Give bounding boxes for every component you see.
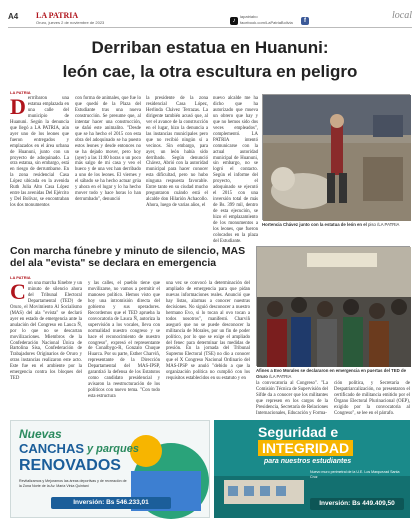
- story1-column-3: la presidente de la zona residencial Casa López, Herlinda Chávez Terrazas. La dirigente también acusó que, al ver el avance de la construcción en el lugar, hizo la denuncia a las instancias municipales pero que no recibió ningún sí a vecinos. Sin embargo, para ayer, un león había sido derribado. Según denunció Chávez, Abrió con la autoridad municipal para hacer conocer esta dificultad, pero no hubo ninguna respuesta favorable. Entre tanto en su ciudad mucho preguntaron cuándo está el alcalde don Hilarión Achacollo. Ahora, luego de varias años, el: [146, 96, 208, 209]
- ad-canchas-word-renovados: RENOVADOS: [19, 457, 121, 474]
- brand-logo: LA PATRIA: [36, 11, 79, 20]
- protest-crowd-photo: [257, 247, 411, 367]
- social-facebook: facebook.com/LaPatriaBolivia: [240, 20, 293, 25]
- story1-column-1: Derrribaron una estatua emplazada en una calle del municipio de Huanuni. Según la denuncia que llegó a LA PATRIA, aún ayer uno de los leones que fueron entregados y emplazados en el área urbana de Huanuni, junto con un proyecto de adoquinado. La otra estatua, sin embargo, está en riesgo de derrumbarse. En la zona residencial Casa López ubicada en la avenida Ruth Julia Alto Casa López entre las avenidas Del Ejército y Del Bolívar, se encontraban los dos monumentos: [10, 94, 69, 209]
- story1-column-4: nuevo alcalde me ha dicho que ha autorizado que mueva un obrero que hay y que no hemos sido dos veces empleados", complementó. LA PATRIA intentó comunicarse con la actual autoridad municipal de Huanuni, sin embargo, no se logró el contacto. Según el informe del proyecto, el adoquinado se ejecutó el 2015 con una inversión total de más de Bs. 399 mil, dentro de esta ejecución, se hizo el emplazamiento de los monumentos a los leones, que fueron colocados en la plaza del Estudiante.: [213, 96, 258, 244]
- story2-column-4: la convocatoria al Congreso". "La Comisión Técnica de Supervisión del Sifde da a conocer que los militantes que represen en los cargos de la Presidencia, Secretaría de Relaciones Internacionales, Educación y Forma-: [256, 381, 328, 416]
- ad-canchas-line2: y parques: [87, 443, 139, 455]
- page-header: [8, 6, 412, 28]
- ad-seguridad-line3: para nuestros estudiantes: [264, 458, 352, 465]
- story1-headline-line2: león cae, la otra escultura en peligro: [62, 62, 358, 81]
- story2-column-5: ción política, y Secretaría de Despatriarcalización, no presentaron el certificado de militancia emitido por el Órgano Electoral Plurinacional (OEP), exigido por la convocatoria al Congreso", se lee en el párrafo.: [334, 381, 410, 416]
- ad-seguridad-small: Nuevo muro perimetral de la U.E. Los Marquezad Santa Cruz: [310, 470, 400, 479]
- tiktok-icon: ♪: [230, 17, 238, 25]
- story2-headline-line1: Con marcha fúnebre y minuto de silencio, MAS: [10, 245, 246, 257]
- story2-column-3: una vez se convocó la determinación del ampliado de emergencia para que pidan nuevas informaciones reales. Anunció que hay listas, alarmas a conocer nuestras decisiones. No siguió desconocer a nuestro hermano Evo, si lo tocan al ovo tocan a todos nosotros", manifestó. Charviñ aseguró que no se puede desconocer la militancia de Morales, por un fin de poder político, por lo que se exige el ampliado del fenec para determinar las medidas de presión. En la jornada del Tribunal Supremo Electoral (TSE) no dio a conocer que el X Congreso Nacional Ordinario del MAS-IPSP se anuló "debido a que la organización política no cumplió con los requisitos establecidos en su estatuto y en: [166, 281, 250, 382]
- ad-canchas-line1: Nuevas: [19, 427, 62, 441]
- story2-byline: LA PATRIA: [10, 275, 31, 280]
- social-handle: lapatriabo: [240, 14, 258, 19]
- story2-headline-line2: del ala "evista" se declara en emergencia: [10, 257, 217, 269]
- ad-canchas-small: Revitalizamos y Mejoramos las áreas deportivas y de recreación de la Zona Norte de la Av. María Vinia Quintani: [19, 479, 127, 488]
- facebook-icon: f: [301, 17, 309, 25]
- ad-canchas[interactable]: [10, 420, 210, 518]
- ad-canchas-word-canchas: CANCHAS: [19, 441, 84, 456]
- date-line: Oruro, jueves 2 de noviembre de 2023: [36, 20, 105, 25]
- ad-seguridad-line1: Seguridad e: [258, 424, 339, 440]
- ad-canchas-investment: Inversión: Bs 546.233,01: [51, 497, 171, 509]
- story1-column-2: con forma de animales, que fue lo que quedó de la Plaza del Estudiante tras una nueva construcción. Se presume que, al intentar hacer una construcción, se dañó este animalito. "Desde que se ha hecho el 2015 con esta obra del adoquinado se ha puesto estos leones y desde entonces no se ha dejado mover, pero hoy (ayer) a las 11:00 horas o un poco más salgo de mi casa y veo el hueco y de una vez han derribado a uno de los leones. El viernes y el sábado se ha hecho actuar grúa y ahora en el lugar y lo ha hecho mover todo y hace horas lo han derrumbado", denunció: [75, 96, 141, 203]
- story1-byline: LA PATRIA: [10, 90, 31, 95]
- story2-column-2: y las calles, el pueblo tiene que movilizarse, no vamos a permitir el manoseo político. Hemos visto que hoy una intromisión directa del gobierno y sus operadores. Recordemos que el TED aprueba la convocatoria de Lauca Ñ, autoriza la supervisión a los vocales, lleva con normalidad nuestro congreso y se hace el reconocimiento de nuestro congreso", expresó el representante de Conalbygo-R, Gonzalo Chuque Huarca. Por su parte, Esther Charviñ, representante de la Dirección Departamental del MAS-IPSP, garantizó la defensa de los Estatutos como candidato presidencial y avisaron la reestructuración de los políticos con nuevo tema. "Con todo esta estructura: [88, 281, 160, 400]
- section-label: local: [392, 10, 412, 21]
- story1-caption: Hortencia Chávez junto con la estatua de león en el piso /LA PATRIA: [262, 222, 400, 227]
- page-number: A4: [8, 12, 19, 21]
- story2-column-1: Con una marcha fúnebre y un minuto de silencio ahora del Tribunal Electoral Departamental (TED) de Oruro, el Movimiento Al Socialismo (MAS) del ala "evista" se declaró ayer en estado de emergencia ante la anulación del Congreso en Lauca Ñ, por lo que no se descartan movilizaciones. Miembros de la Confederación Nacional Única de Bartolina Sisa, Confederación de Trabajadores Originarios de Oruro y otras instancias realizaron este acto. Este fue en el ambiente por la emergencia contra los bloques del TED: [10, 279, 82, 382]
- ad-seguridad-investment: Inversión: Bs 449.409,50: [310, 498, 404, 510]
- story2-photo: [256, 246, 410, 366]
- lion-statue-photo: [263, 95, 411, 221]
- story1-headline-line1: Derriban estatua en Huanuni:: [91, 38, 329, 57]
- ad-seguridad[interactable]: [214, 420, 410, 518]
- story2-caption: Afines a Evo Morales se declararon en emergencia en puertas del TED de Oruro /LA PATRIA: [256, 368, 406, 379]
- ad-seguridad-word: INTEGRIDAD: [258, 440, 353, 456]
- story1-photo: [262, 94, 410, 220]
